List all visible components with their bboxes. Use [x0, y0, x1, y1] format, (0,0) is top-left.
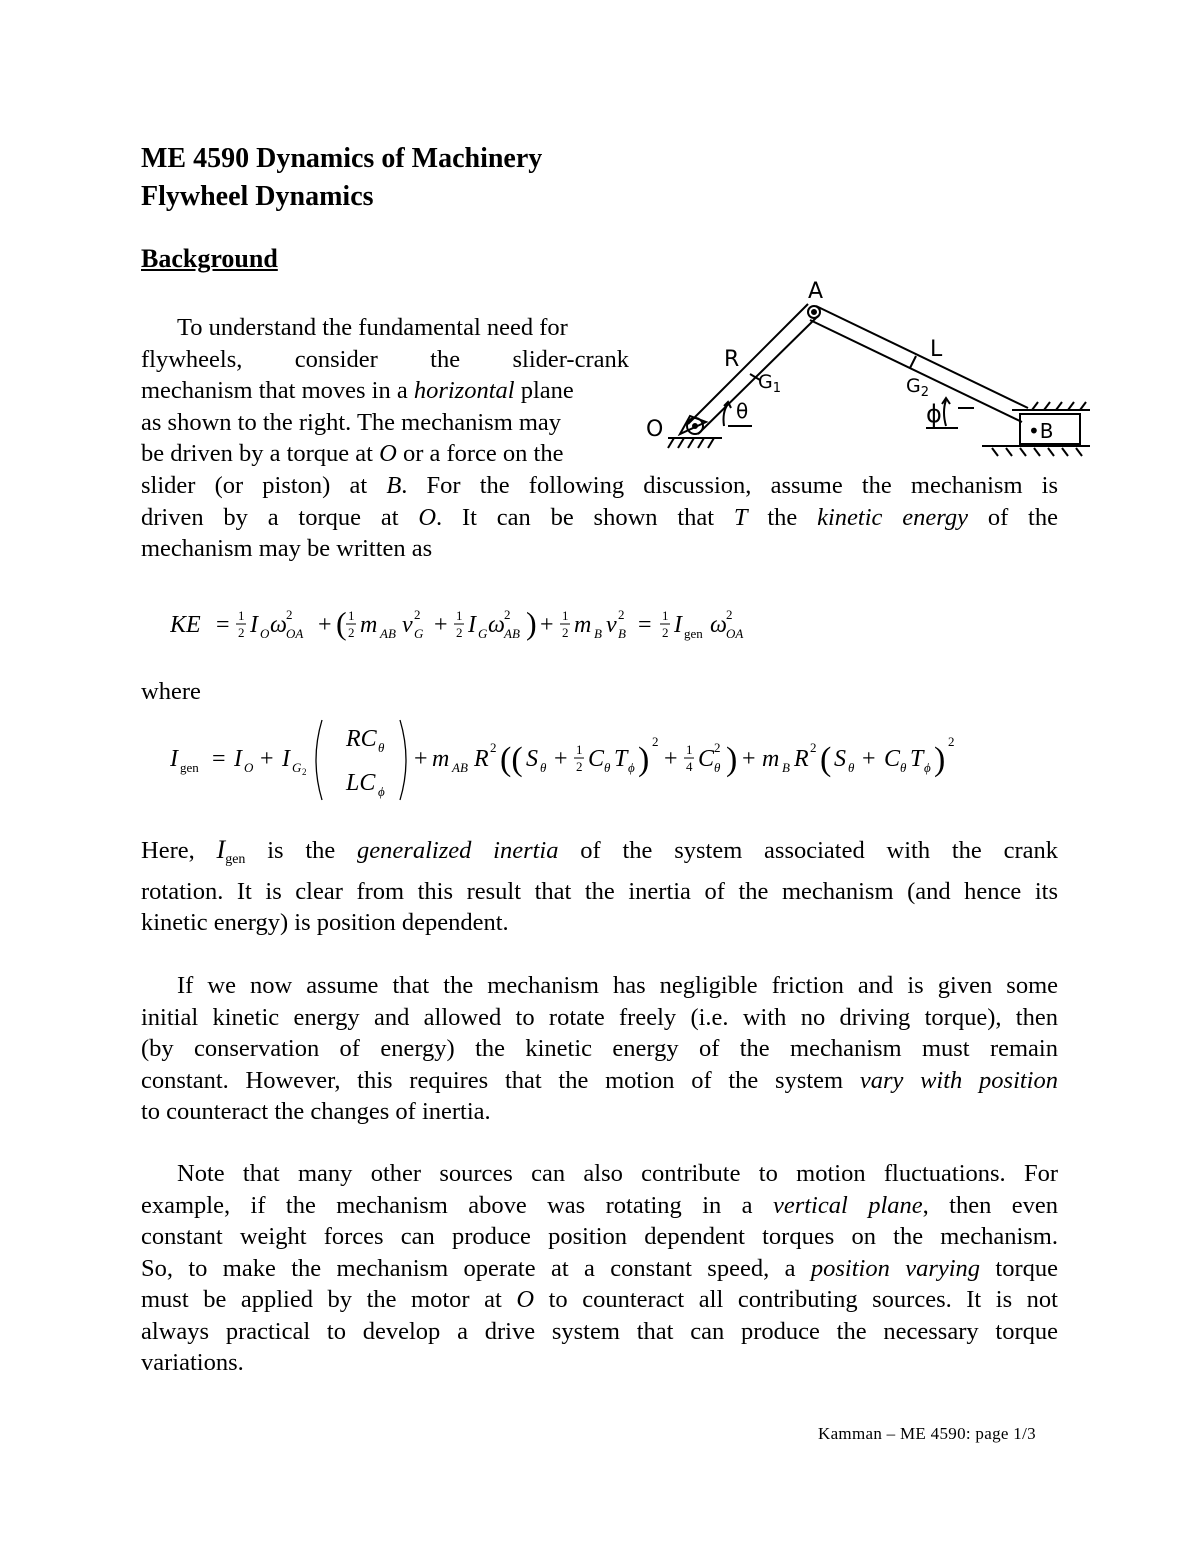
paragraph-line: kinetic energy) is position dependent. — [141, 909, 509, 936]
svg-text:(: ( — [336, 605, 347, 641]
svg-text:RC: RC — [346, 726, 377, 752]
paragraph-line: to counteract the changes of inertia. — [141, 1098, 491, 1125]
svg-text:v: v — [402, 612, 413, 638]
label-point-a: A — [808, 279, 824, 304]
document-title: ME 4590 Dynamics of Machinery — [141, 143, 543, 174]
svg-text:B: B — [618, 626, 626, 641]
svg-text:O: O — [244, 760, 254, 775]
svg-text:OA: OA — [286, 626, 304, 641]
svg-text:gen: gen — [684, 626, 703, 641]
svg-text:2: 2 — [810, 740, 817, 755]
svg-text:2: 2 — [302, 767, 307, 777]
svg-text:AB: AB — [380, 626, 396, 641]
slider-crank-diagram — [640, 276, 1100, 466]
svg-text:G: G — [292, 760, 302, 775]
paragraph-motion-fluctuations — [141, 1158, 1058, 1379]
intro-line: flywheels, consider the slider-crank — [141, 345, 629, 373]
svg-text:G: G — [478, 626, 488, 641]
svg-text:+: + — [664, 746, 678, 772]
paragraph-generalized-inertia — [141, 834, 1058, 939]
svg-text:I: I — [674, 612, 682, 638]
intro-paragraph — [141, 312, 629, 470]
svg-text:+: + — [862, 746, 876, 772]
svg-text:ϕ: ϕ — [924, 760, 931, 775]
paragraph-line: constant weight forces can produce position dependent torques on the mechanism. — [141, 1223, 1058, 1250]
svg-text:KE: KE — [170, 612, 201, 638]
svg-text:ϕ: ϕ — [378, 784, 385, 799]
svg-text:1: 1 — [348, 608, 355, 623]
svg-text:m: m — [432, 746, 450, 772]
svg-text:2: 2 — [504, 607, 511, 622]
svg-text:2: 2 — [662, 625, 669, 640]
document-subtitle: Flywheel Dynamics — [141, 181, 374, 212]
paragraph-line: Note that many other sources can also contribute to motion fluctuations. For — [177, 1160, 1058, 1187]
svg-text:+: + — [260, 746, 274, 772]
page-footer: Kamman – ME 4590: page 1/3 — [818, 1424, 1036, 1443]
section-heading-background: Background — [141, 244, 278, 273]
paragraph-line: always practical to develop a drive system that can produce the necessary torque — [141, 1317, 1058, 1345]
svg-text:LC: LC — [346, 770, 376, 796]
paragraph-line: Here, $I_{gen}$ is the generalized inertia of the system associated with the crank — [141, 835, 1058, 867]
svg-text:gen: gen — [180, 760, 199, 775]
svg-text:2: 2 — [414, 607, 421, 622]
svg-text:I: I — [282, 746, 290, 772]
svg-text:AB: AB — [504, 626, 520, 641]
svg-text:OA: OA — [726, 626, 744, 641]
label-coupler-l: L — [930, 337, 943, 362]
svg-text:v: v — [606, 612, 617, 638]
svg-text:2: 2 — [286, 607, 293, 622]
svg-text:ω: ω — [270, 612, 287, 638]
svg-text:S: S — [526, 746, 538, 772]
svg-text:1: 1 — [686, 742, 693, 757]
label-phi: ϕ — [926, 400, 942, 428]
svg-text:((: (( — [500, 741, 523, 778]
label-g2: $G_2$ — [906, 375, 930, 400]
paragraph-line: variations. — [141, 1349, 244, 1376]
svg-text:+: + — [540, 612, 554, 638]
svg-text:2: 2 — [618, 607, 625, 622]
svg-text:=: = — [212, 746, 226, 772]
label-g1: $G_1$ — [758, 371, 782, 396]
kinetic-energy-equation — [170, 598, 810, 650]
label-point-o: O — [646, 417, 664, 442]
svg-text:B: B — [594, 626, 602, 641]
svg-text:): ) — [526, 605, 537, 641]
generalized-inertia-equation — [170, 714, 990, 806]
intro-paragraph-continued — [141, 470, 1058, 565]
paragraph-conservation — [141, 970, 1058, 1128]
svg-text:+: + — [434, 612, 448, 638]
svg-text:4: 4 — [686, 759, 693, 774]
svg-text:θ: θ — [900, 760, 907, 775]
svg-text:θ: θ — [378, 740, 385, 755]
label-slider-b: •B — [1028, 419, 1054, 443]
paragraph-line: initial kinetic energy and allowed to rotate freely (i.e. with no driving torque), then — [141, 1003, 1058, 1031]
label-theta: θ — [736, 399, 749, 423]
svg-text:C: C — [588, 746, 605, 772]
svg-text:m: m — [360, 612, 378, 638]
paragraph-line: must be applied by the motor at O to counteract all contributing sources. It is not — [141, 1286, 1058, 1313]
paragraph-line: So, to make the mechanism operate at a constant speed, a position varying torque — [141, 1254, 1059, 1282]
intro-line: To understand the fundamental need for — [177, 314, 568, 341]
svg-text:2: 2 — [456, 625, 463, 640]
svg-text:+: + — [318, 612, 332, 638]
paragraph-line: (by conservation of energy) the kinetic energy of the mechanism must remain — [141, 1035, 1058, 1062]
svg-text:+: + — [554, 746, 568, 772]
svg-text:I: I — [170, 746, 178, 772]
svg-text:θ: θ — [848, 760, 855, 775]
label-crank-r: R — [724, 347, 740, 372]
intro-line: mechanism that moves in a horizontal plane — [141, 377, 574, 404]
svg-text:R: R — [474, 746, 489, 772]
intro-line: as shown to the right. The mechanism may — [141, 408, 562, 436]
svg-text:=: = — [638, 612, 652, 638]
svg-text:2: 2 — [490, 740, 497, 755]
svg-text:1: 1 — [456, 608, 463, 623]
svg-text:ϕ: ϕ — [628, 760, 635, 775]
paragraph-line: constant. However, this requires that the motion of the system vary with position — [141, 1066, 1058, 1094]
svg-text:): ) — [934, 741, 946, 778]
intro-line: slider (or piston) at B. For the following discussion, assume the mechanism is — [141, 472, 1058, 499]
svg-text:=: = — [216, 612, 230, 638]
svg-text:θ: θ — [604, 760, 611, 775]
paragraph-line: If we now assume that the mechanism has negligible friction and is given some — [177, 972, 1058, 999]
svg-text:AB: AB — [452, 760, 468, 775]
svg-text:T: T — [614, 746, 628, 772]
svg-text:2: 2 — [576, 759, 583, 774]
svg-text:2: 2 — [652, 734, 659, 749]
svg-text:2: 2 — [562, 625, 569, 640]
svg-text:1: 1 — [662, 608, 669, 623]
svg-text:θ: θ — [714, 760, 721, 775]
svg-text:2: 2 — [714, 740, 721, 755]
svg-text:2: 2 — [348, 625, 355, 640]
svg-text:): ) — [726, 741, 738, 778]
svg-text:B: B — [782, 760, 790, 775]
svg-text:2: 2 — [238, 625, 245, 640]
svg-text:ω: ω — [488, 612, 505, 638]
svg-text:2: 2 — [948, 734, 955, 749]
intro-line: mechanism may be written as — [141, 535, 433, 562]
svg-text:2: 2 — [726, 607, 733, 622]
svg-text:m: m — [574, 612, 592, 638]
svg-text:I: I — [468, 612, 476, 638]
svg-text:): ) — [638, 741, 650, 778]
svg-text:T: T — [910, 746, 924, 772]
svg-text:θ: θ — [540, 760, 547, 775]
where-label: where — [141, 678, 201, 705]
svg-text:I: I — [234, 746, 242, 772]
svg-text:ω: ω — [710, 612, 727, 638]
svg-text:C: C — [698, 746, 715, 772]
svg-text:1: 1 — [238, 608, 245, 623]
svg-text:C: C — [884, 746, 901, 772]
intro-line: be driven by a torque at O or a force on the — [141, 440, 564, 467]
svg-text:G: G — [414, 626, 424, 641]
svg-text:+: + — [414, 746, 428, 772]
svg-text:m: m — [762, 746, 780, 772]
paragraph-line: example, if the mechanism above was rotating in a vertical plane, then even — [141, 1191, 1059, 1219]
svg-text:I: I — [250, 612, 258, 638]
svg-text:1: 1 — [562, 608, 569, 623]
svg-text:1: 1 — [576, 742, 583, 757]
paragraph-line: rotation. It is clear from this result that the inertia of the mechanism (and hence its — [141, 877, 1058, 905]
svg-text:O: O — [260, 626, 270, 641]
svg-text:+: + — [742, 746, 756, 772]
intro-line: driven by a torque at O. It can be shown that T the kinetic energy of the — [141, 503, 1058, 531]
svg-text:S: S — [834, 746, 846, 772]
svg-text:(: ( — [820, 741, 832, 778]
svg-text:R: R — [794, 746, 809, 772]
